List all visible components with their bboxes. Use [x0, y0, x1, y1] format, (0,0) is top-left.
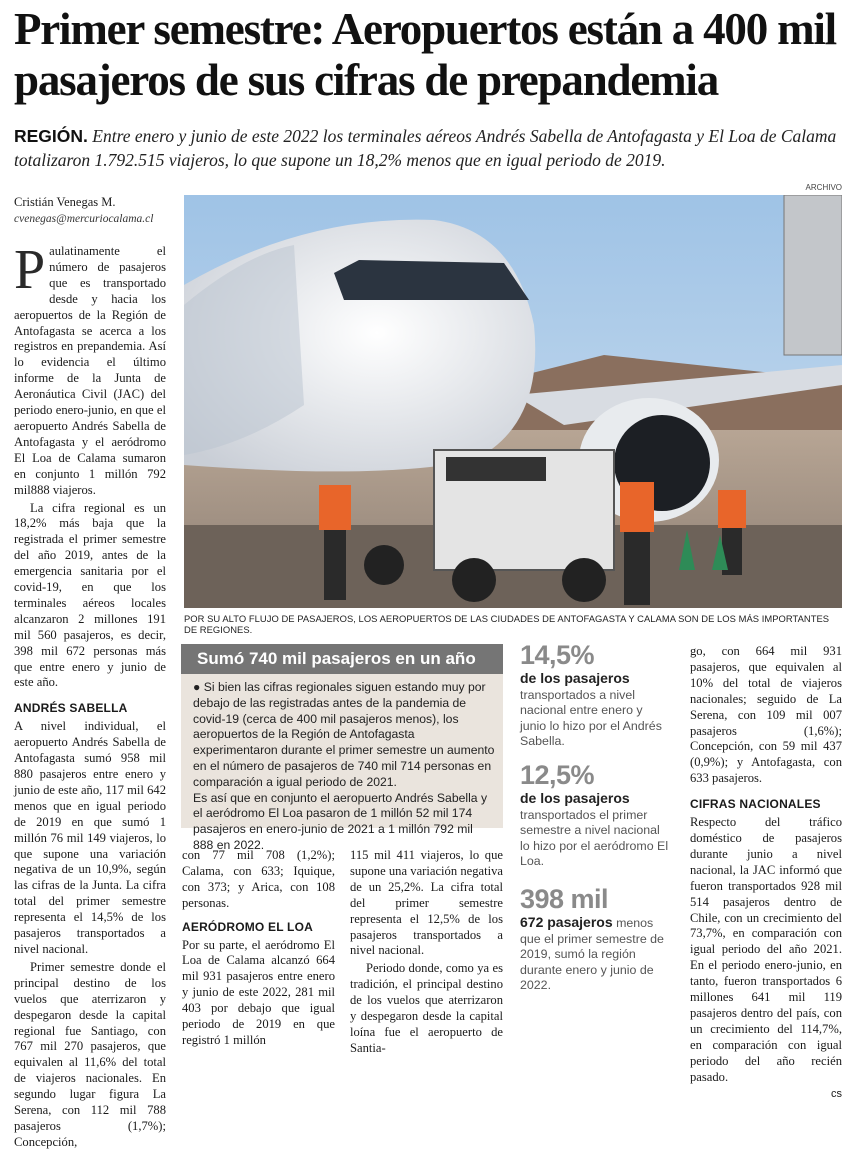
- dropcap: P: [14, 239, 46, 301]
- photo-caption: POR SU ALTO FLUJO DE PASAJEROS, LOS AEROPUERTOS DE LAS CIUDADES DE ANTOFAGASTA Y CALAMA SON DE LOS MÁS IMPORTANTES DE REGIONES.: [184, 613, 830, 635]
- stat-3: 398 mil 672 pasajeros menos que el primer semestre de 2019, sumó la región durante enero y junio de 2022.: [520, 884, 672, 994]
- paragraph: A nivel individual, el aeropuerto Andrés Sabella de Antofagasta sumó 958 mil 880 pasajeros entre enero y junio de este año, 117 mil 642 menos que en igual periodo de 2019 en que sumó 1 millón 76 mil 149 viajeros, lo que supone una variación negativa de un 10,9%, según las cifras de la Junta. La cifra total del primer semestre representa el 14,5% de los pasajeros transportados a nivel nacional.: [14, 719, 166, 956]
- column-5: [690, 644, 842, 1103]
- paragraph: Por su parte, el aeródromo El Loa de Calama alcanzó 664 mil 931 pasajeros entre enero y junio de este 2022, 281 mil 403 por debajo que igual periodo de 2019 en que registró 1 millón: [182, 937, 335, 1047]
- stat-number: 14,5%: [520, 640, 595, 670]
- column-2: [182, 848, 335, 1051]
- headline: Primer semestre: Aeropuertos están a 400 mil pasajeros de sus cifras de prepandemia: [14, 4, 836, 105]
- paragraph: go, con 664 mil 931 pasajeros, que equivalen al 10% del total de viajeros nacionales; seguido de La Serena, con 109 mil 007 pasajeros (1,6%); Concepción, con 59 mil 437 (0,9%); y Antofagasta, con 633 pasajeros.: [690, 644, 842, 786]
- stat-2: 12,5% de los pasajeros transportados el primer semestre a nivel nacional lo hizo por el aeródromo El Loa.: [520, 760, 672, 870]
- photo-credit: ARCHIVO: [805, 183, 842, 192]
- paragraph: Primer semestre donde el principal destino de los vuelos que aterrizaron y despegaron desde la capital regional fue Santiago, con 767 mil 270 pasajeros, que equivalen al 11,6% del total de viajeros nacionales. En segundo lugar figura La Serena, con 112 mil 788 pasajeros (1,7%); Concepción,: [14, 959, 166, 1149]
- column-3: [350, 848, 503, 1059]
- paragraph: La cifra regional es un 18,2% más baja que la registrada el primer semestre del año 2019, antes de la emergencia sanitaria por el covid-19, en que los terminales aéreos locales alcanzaron 2 millones 191 mil 560 pasajeros, es decir, 398 mil 672 personas más que entre enero y junio de este año.: [14, 500, 166, 690]
- byline-author: Cristián Venegas M.: [14, 195, 116, 209]
- subhead-andres-sabella: ANDRÉS SABELLA: [14, 701, 128, 716]
- column-1: [14, 239, 166, 1153]
- bullet-icon: ●: [193, 680, 201, 694]
- subhead-aerodromo-el-loa: AERÓDROMO EL LOA: [182, 919, 313, 934]
- paragraph: con 77 mil 708 (1,2%); Calama, con 633; Iquique, con 373; y Arica, con 108 personas.: [182, 848, 335, 910]
- subhead-cifras-nacionales: CIFRAS NACIONALES: [690, 797, 821, 812]
- box-title: Sumó 740 mil pasajeros en un año: [181, 644, 503, 674]
- lede-text: Entre enero y junio de este 2022 los terminales aéreos Andrés Sabella de Antofagasta y El Loa de Calama totalizaron 1.792.515 viajeros, lo que supone un 18,2% menos que en igual periodo de 2019.: [14, 126, 837, 170]
- info-box: [181, 644, 503, 852]
- box-body: ● Si bien las cifras regionales siguen estando muy por debajo de las registradas antes de la pandemia de covid-19 (cerca de 400 mil pasajeros menos), los aeropuertos de la Región de Antofagasta experimentaron durante el primer semestre un aumento en el número de pasajeros de 740 mil 714 personas en comparación a igual periodo de 2021. Es así que en conjunto el aeropuerto Andrés Sabella y el aeródromo El Loa pasaron de 1 millón 52 mil 174 pasajeros en enero-junio de 2021 a 1 millón 792 mil 888 en 2022.: [193, 680, 495, 852]
- airplane-illustration: [184, 195, 842, 608]
- lede: [14, 124, 840, 172]
- byline: [14, 194, 179, 228]
- paragraph: Paulatinamente el número de pasajeros que es transportado desde y hacia los aeropuertos de la Región de Antofagasta se acerca a los registros en prepandemia. Así lo evidencia el último informe de la Junta de Aeronáutica Civil (JAC) del periodo enero-junio, en que el aeropuerto Andrés Sabella de Antofagasta y el aeródromo El Loa de Calama sumaron en conjunto 1 millón 792 mil888 viajeros.: [14, 239, 166, 497]
- airport-photo: [184, 195, 842, 608]
- stat-number: 398 mil: [520, 884, 609, 914]
- stat-1: 14,5% de los pasajeros transportados a nivel nacional entre enero y junio lo hizo por el Andrés Sabella.: [520, 640, 672, 750]
- end-mark: cs: [831, 1088, 842, 1101]
- paragraph: Periodo donde, como ya es tradición, el principal destino de los vuelos que aterrizaron y despegaron desde la capital loína fue el aeropuerto de Santia-: [350, 961, 503, 1055]
- paragraph: Respecto del tráfico doméstico de pasajeros durante junio a nivel nacional, la JAC informó que fueron transportados 928 mil 514 pasajeros dentro de Chile, con un crecimiento del 73,7%, en comparación con igual periodo del año 2021. En el periodo enero-junio, en tanto, fueron transportados 6 millones 641 mil 119 pasajeros dentro del país, con un crecimiento del 114,7%, en comparación con igual periodo del año recién pasado.: [690, 815, 842, 1084]
- lede-kicker: REGIÓN.: [14, 126, 88, 146]
- stat-number: 12,5%: [520, 760, 595, 790]
- byline-email: cvenegas@mercuriocalama.cl: [14, 213, 154, 225]
- paragraph: 115 mil 411 viajeros, lo que supone una variación negativa de un 25,2%. La cifra total del primer semestre representa el 12,5% de los pasajeros transportados a nivel nacional.: [350, 848, 503, 958]
